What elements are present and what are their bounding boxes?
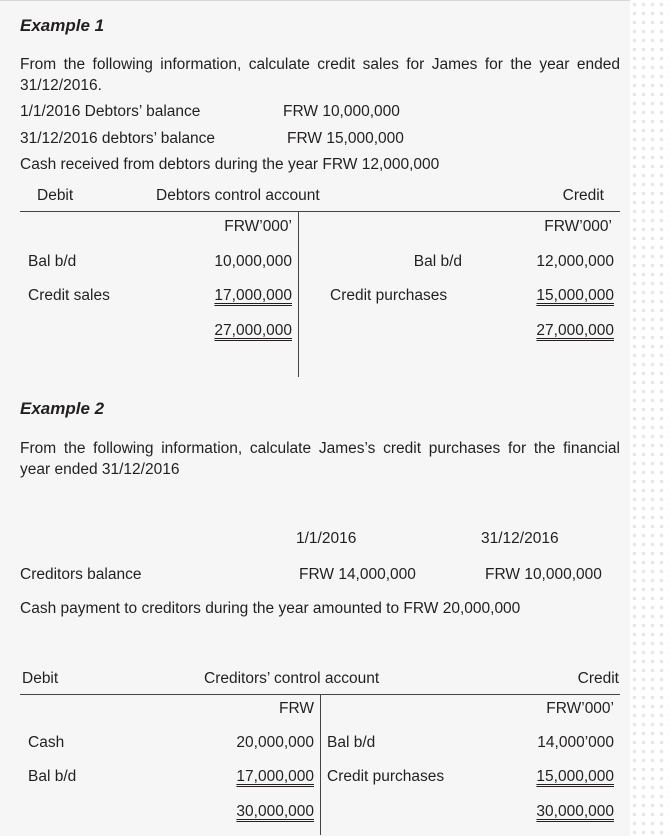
creditors-opening-value: FRW 14,000,000 — [299, 566, 416, 583]
account1-top-rule — [20, 211, 620, 212]
account1-credit-item: Bal b/d — [413, 253, 462, 270]
example2-heading: Example 2 — [20, 399, 105, 418]
account2-credit-amount: 15,000,000 — [536, 768, 614, 785]
account1-debit-amount: 10,000,000 — [214, 253, 292, 270]
info-opening-debtors-value: FRW 10,000,000 — [283, 103, 400, 120]
account1-credit-total: 27,000,000 — [536, 322, 614, 339]
example1-heading: Example 1 — [20, 16, 105, 35]
example2-intro: From the following information, calculate James’s credit purchases for the financial year ended 31/12/2016 — [20, 440, 620, 478]
account2-debit-total: 30,000,000 — [236, 803, 314, 820]
account2-credit-unit: FRW’000’ — [546, 700, 614, 717]
account1-debit-item: Credit sales — [28, 287, 110, 304]
info-closing-debtors-value: FRW 15,000,000 — [287, 130, 404, 147]
account2-debit-unit: FRW — [278, 700, 314, 717]
account2-debit-item: Cash — [28, 734, 65, 751]
account1-center-rule — [298, 211, 299, 377]
account2-title: Creditors’ control account — [204, 670, 380, 687]
account1-debit-label: Debit — [37, 187, 74, 204]
account1-title: Debtors control account — [156, 187, 320, 204]
account2-credit-amount: 14,000’000 — [537, 734, 614, 751]
example1-intro: From the following information, calculate credit sales for James for the year ended 31/12/2016. — [20, 56, 620, 94]
decorative-dot-pattern — [630, 0, 669, 835]
account2-debit-amount: 17,000,000 — [236, 768, 314, 785]
date-closing: 31/12/2016 — [481, 530, 559, 547]
account1-credit-item: Credit purchases — [330, 287, 448, 304]
account1-debit-amount: 17,000,000 — [214, 287, 292, 304]
cash-received-line: Cash received from debtors during the year FRW 12,000,000 — [20, 156, 440, 173]
info-closing-debtors-label: 31/12/2016 debtors’ balance — [20, 130, 216, 147]
account1-debit-item: Bal b/d — [28, 253, 77, 270]
creditors-balance-label: Creditors balance — [20, 566, 142, 583]
info-opening-debtors-label: 1/1/2016 Debtors’ balance — [20, 103, 201, 120]
account1-debit-unit: FRW’000’ — [224, 218, 292, 235]
creditors-closing-value: FRW 10,000,000 — [485, 566, 602, 583]
account2-debit-amount: 20,000,000 — [236, 734, 314, 751]
account2-credit-label: Credit — [577, 670, 619, 687]
account1-debit-total: 27,000,000 — [214, 322, 292, 339]
account1-credit-label: Credit — [562, 187, 604, 204]
date-opening: 1/1/2016 — [296, 530, 357, 547]
account2-center-rule — [320, 694, 321, 835]
account2-debit-label: Debit — [22, 670, 59, 687]
account2-credit-item: Credit purchases — [327, 768, 445, 785]
account1-credit-amount: 15,000,000 — [536, 287, 614, 304]
account2-credit-total: 30,000,000 — [536, 803, 614, 820]
account1-credit-unit: FRW’000’ — [544, 218, 612, 235]
account1-credit-amount: 12,000,000 — [536, 253, 614, 270]
cash-payment-line: Cash payment to creditors during the year amounted to FRW 20,000,000 — [20, 600, 521, 617]
account2-credit-item: Bal b/d — [327, 734, 376, 751]
account2-debit-item: Bal b/d — [28, 768, 77, 785]
